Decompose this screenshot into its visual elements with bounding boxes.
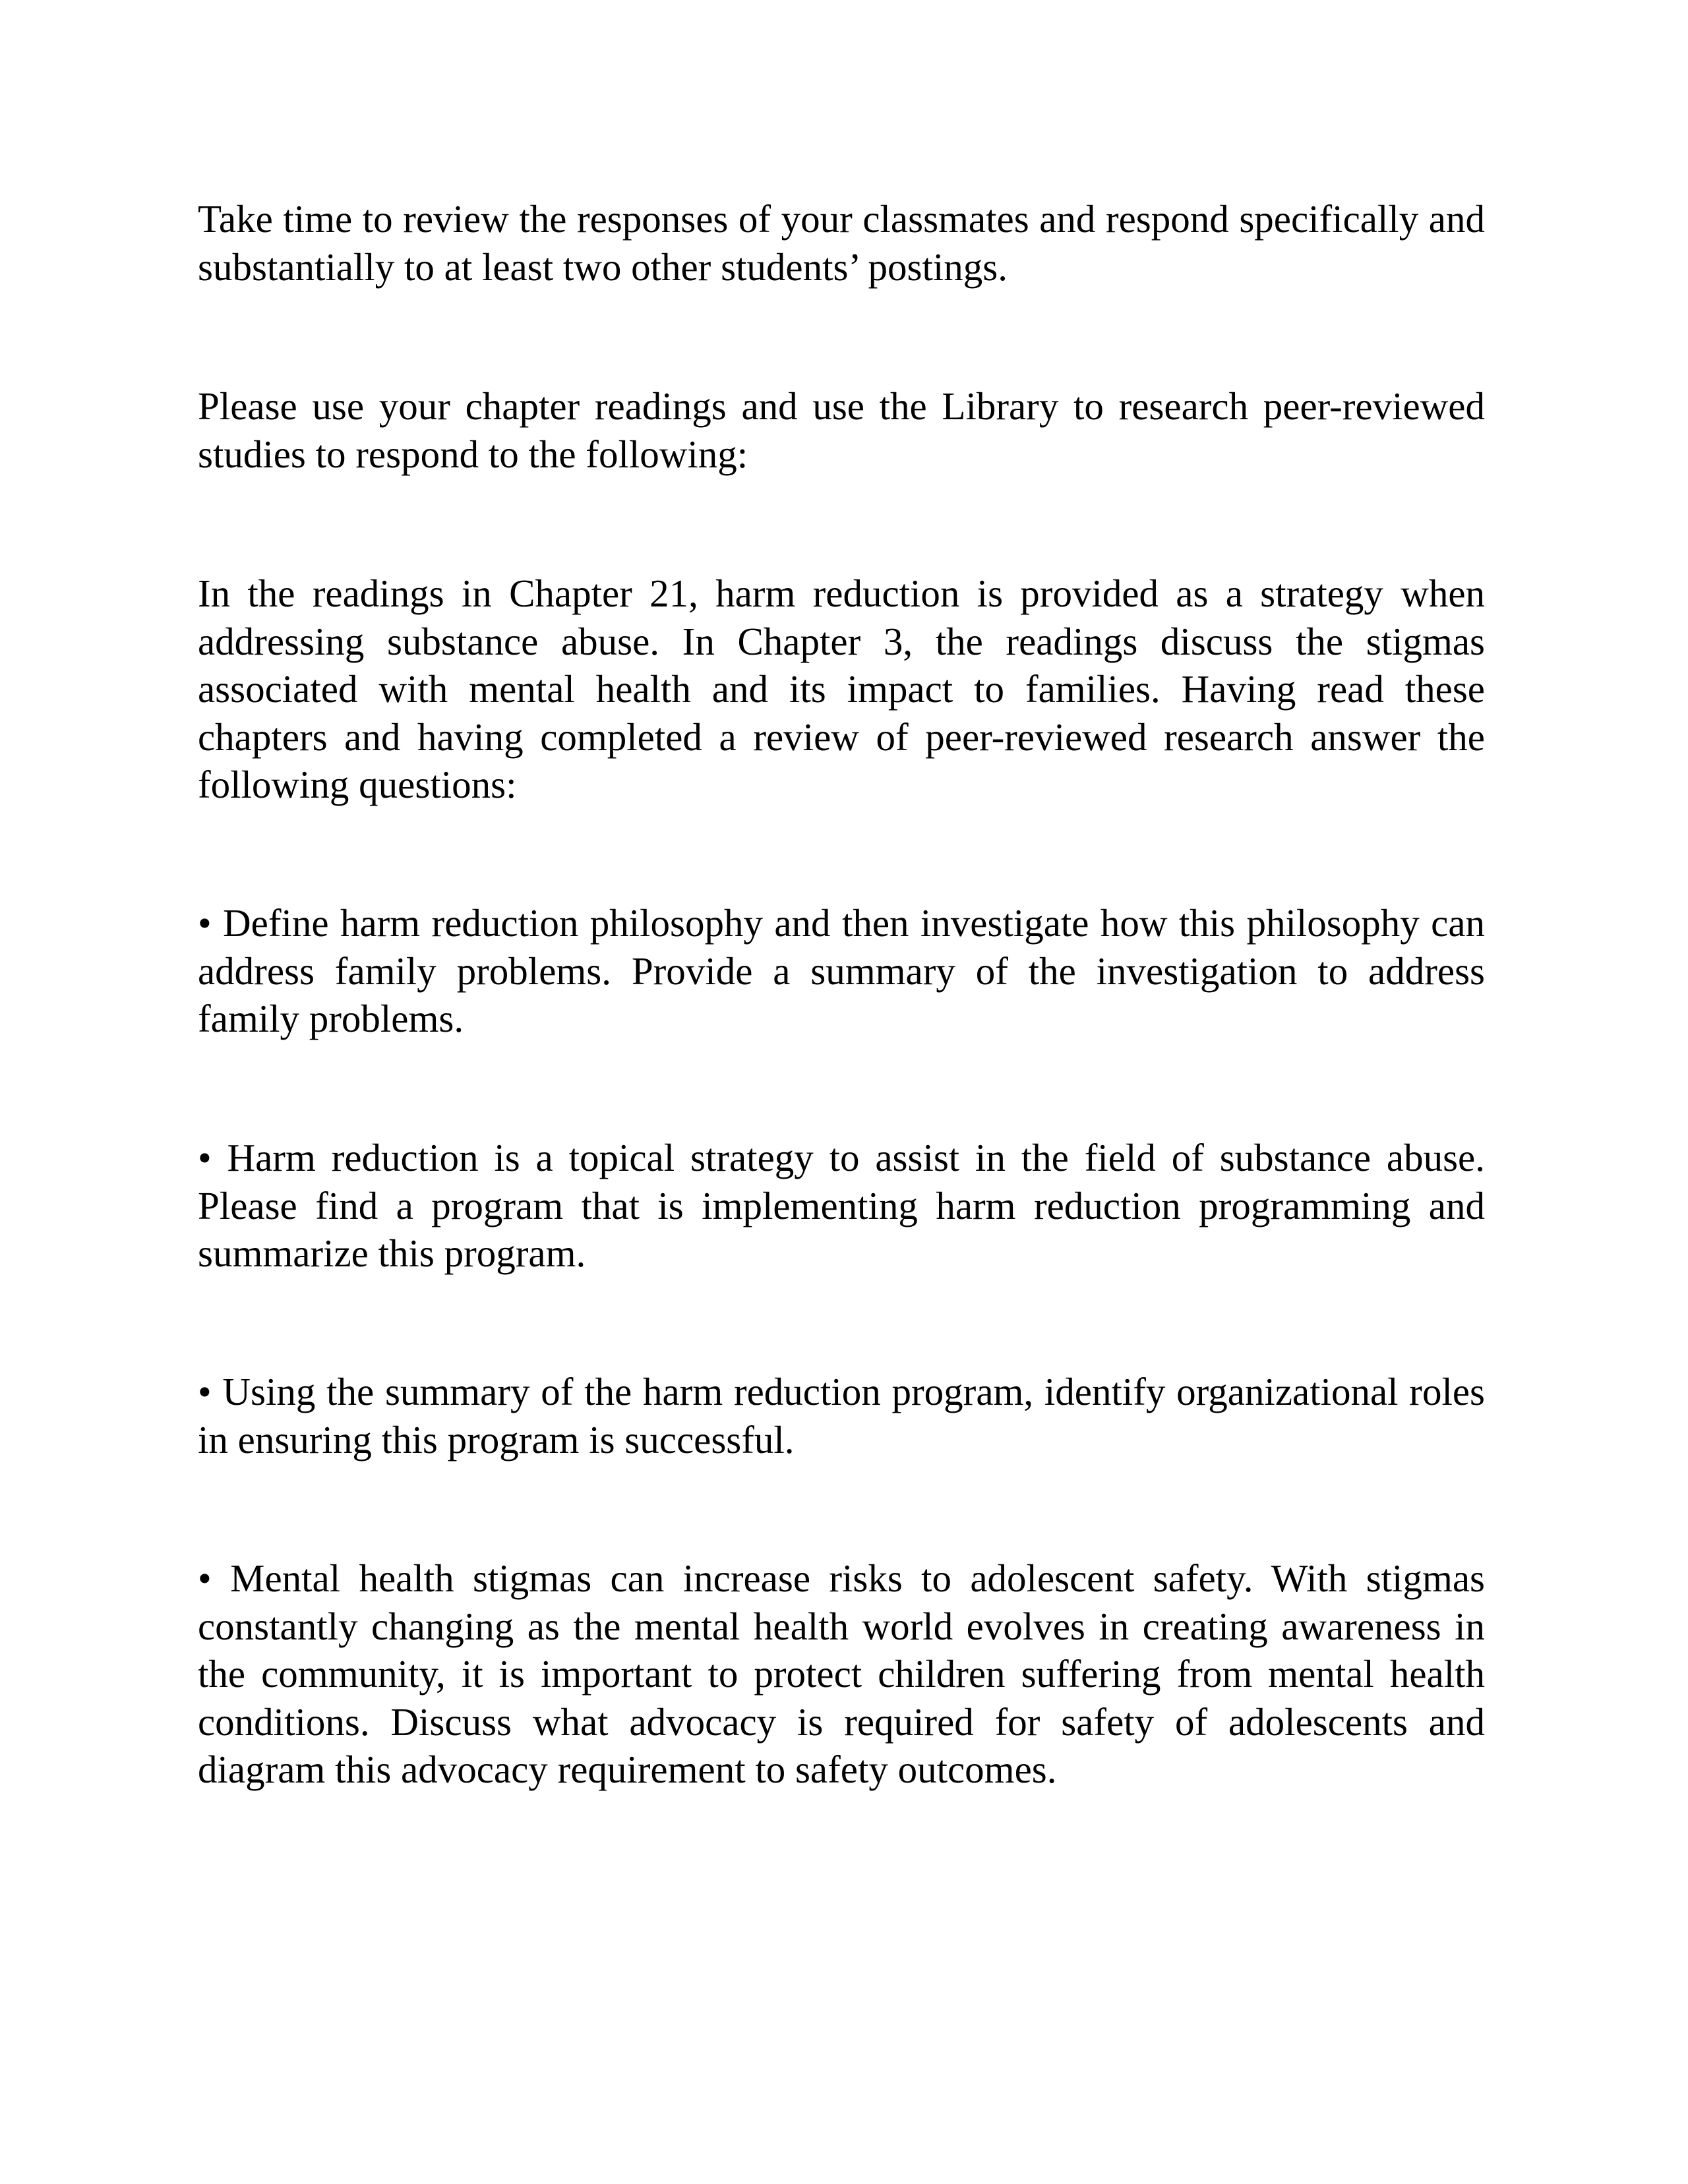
intro-instruction-paragraph: Take time to review the responses of your classmates and respond specifically and substantially to at least two other students’ postings. bbox=[198, 197, 1485, 289]
question-bullet-2: • Harm reduction is a topical strategy to assist in the field of substance abuse. Please find a program that is implementing harm reduction programming and summarize this program. bbox=[198, 1136, 1485, 1275]
research-instruction-paragraph: Please use your chapter readings and use the Library to research peer-reviewed studies to respond to the following: bbox=[198, 384, 1485, 476]
chapter-context-paragraph: In the readings in Chapter 21, harm reduction is provided as a strategy when addressing substance abuse. In Chapter 3, the readings discuss the stigmas associated with mental health and its impact to families. Having read these chapters and having completed a review of peer-reviewed research answer the following questions: bbox=[198, 572, 1485, 806]
question-bullet-3: • Using the summary of the harm reduction program, identify organizational roles in ensuring this program is successful. bbox=[198, 1370, 1485, 1461]
question-bullet-1: • Define harm reduction philosophy and then investigate how this philosophy can address family problems. Provide a summary of the investigation to address family problems. bbox=[198, 901, 1485, 1040]
question-bullet-4: • Mental health stigmas can increase risks to adolescent safety. With stigmas constantly changing as the mental health world evolves in creating awareness in the community, it is important to protect children suffering from mental health conditions. Discuss what advocacy is required for safety of adolescents and diagram this advocacy requirement to safety outcomes. bbox=[198, 1556, 1485, 1791]
